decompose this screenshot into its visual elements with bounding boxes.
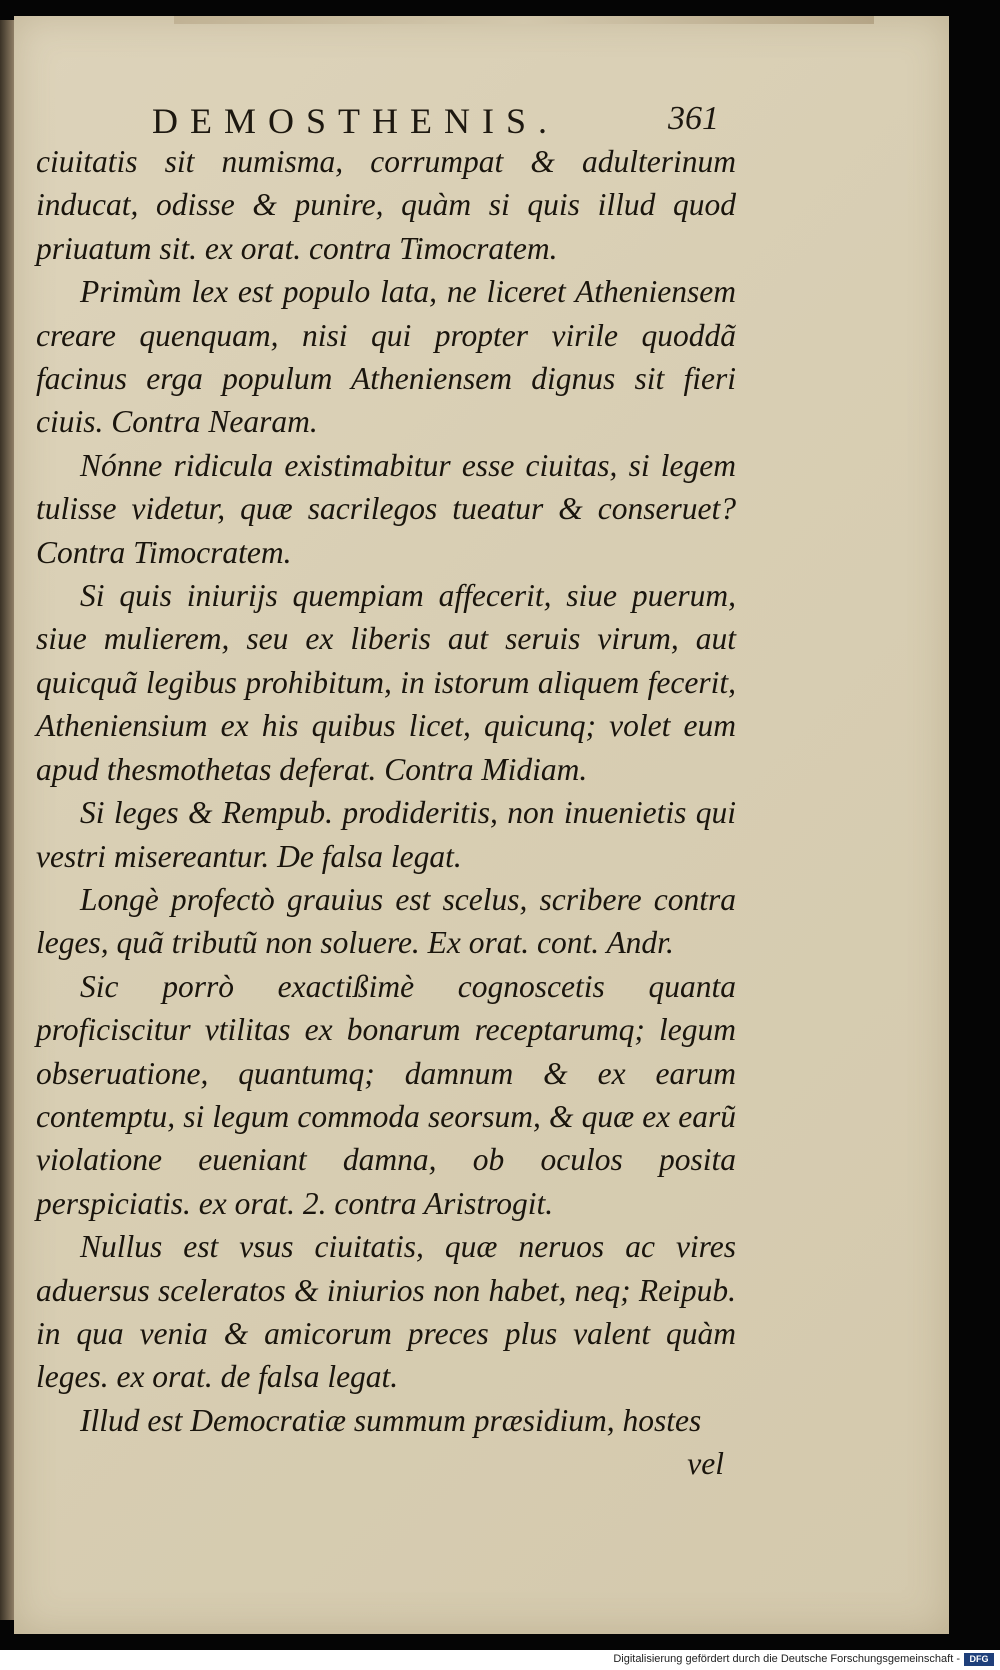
dfg-logo-icon: DFG — [964, 1653, 994, 1666]
paragraph-3: Nónne ridicula existimabitur esse ciuitas, si legem tulisse videtur, quæ sacrilegos tueatur & conseruet? Contra Timocratem. — [36, 447, 736, 570]
paragraph-8: Nullus est vsus ciuitatis, quæ neruos ac vires aduersus sceleratos & iniurios non habet, neq; Reipub. in qua venia & amicorum preces plus valent quàm leges. ex orat. de falsa legat. — [36, 1229, 736, 1395]
footer-bar — [0, 1650, 1000, 1670]
catchword: vel — [687, 1446, 724, 1482]
paragraph-1: ciuitatis sit numisma, corrumpat & adulterinum inducat, odisse & punire, quàm si quis illud quod priuatum sit. ex orat. contra Timocratem. — [36, 144, 736, 266]
paragraph-2: Primùm lex est populo lata, ne liceret Atheniensem creare quenquam, nisi qui propter virile quoddã facinus erga populum Atheniensem dignus sit fieri ciuis. Contra Nearam. — [36, 274, 736, 440]
page-top-edge — [174, 16, 874, 24]
page-body — [36, 140, 736, 1486]
footer-credit: Digitalisierung gefördert durch die Deutsche Forschungsgemeinschaft - — [613, 1653, 960, 1665]
page-number: 361 — [668, 100, 719, 137]
paragraph-9: Illud est Democratiæ summum præsidium, hostes — [80, 1402, 702, 1438]
paragraph-4: Si quis iniurijs quempiam affecerit, siue puerum, siue mulierem, seu ex liberis aut seruis virum, aut quicquã legibus prohibitum, in istorum aliquem fecerit, Atheniensium ex his quibus licet, quicunq; volet eum apud thesmothetas deferat. Contra Midiam. — [36, 578, 736, 787]
paragraph-5: Si leges & Rempub. prodideritis, non inuenietis qui vestri misereantur. De falsa legat. — [36, 795, 736, 874]
paragraph-7: Sic porrò exactißimè cognoscetis quanta proficiscitur vtilitas ex bonarum receptarumq; legum obseruatione, quantumq; damnum & ex earum contemptu, si legum commoda seorsum, & quæ ex earũ violatione eueniant damna, ob oculos posita perspiciatis. ex orat. 2. contra Aristrogit. — [36, 968, 736, 1221]
book-page — [14, 16, 949, 1634]
running-title: DEMOSTHENIS. — [152, 101, 560, 141]
paragraph-6: Longè profectò grauius est scelus, scribere contra leges, quã tributũ non soluere. Ex orat. cont. Andr. — [36, 881, 736, 961]
